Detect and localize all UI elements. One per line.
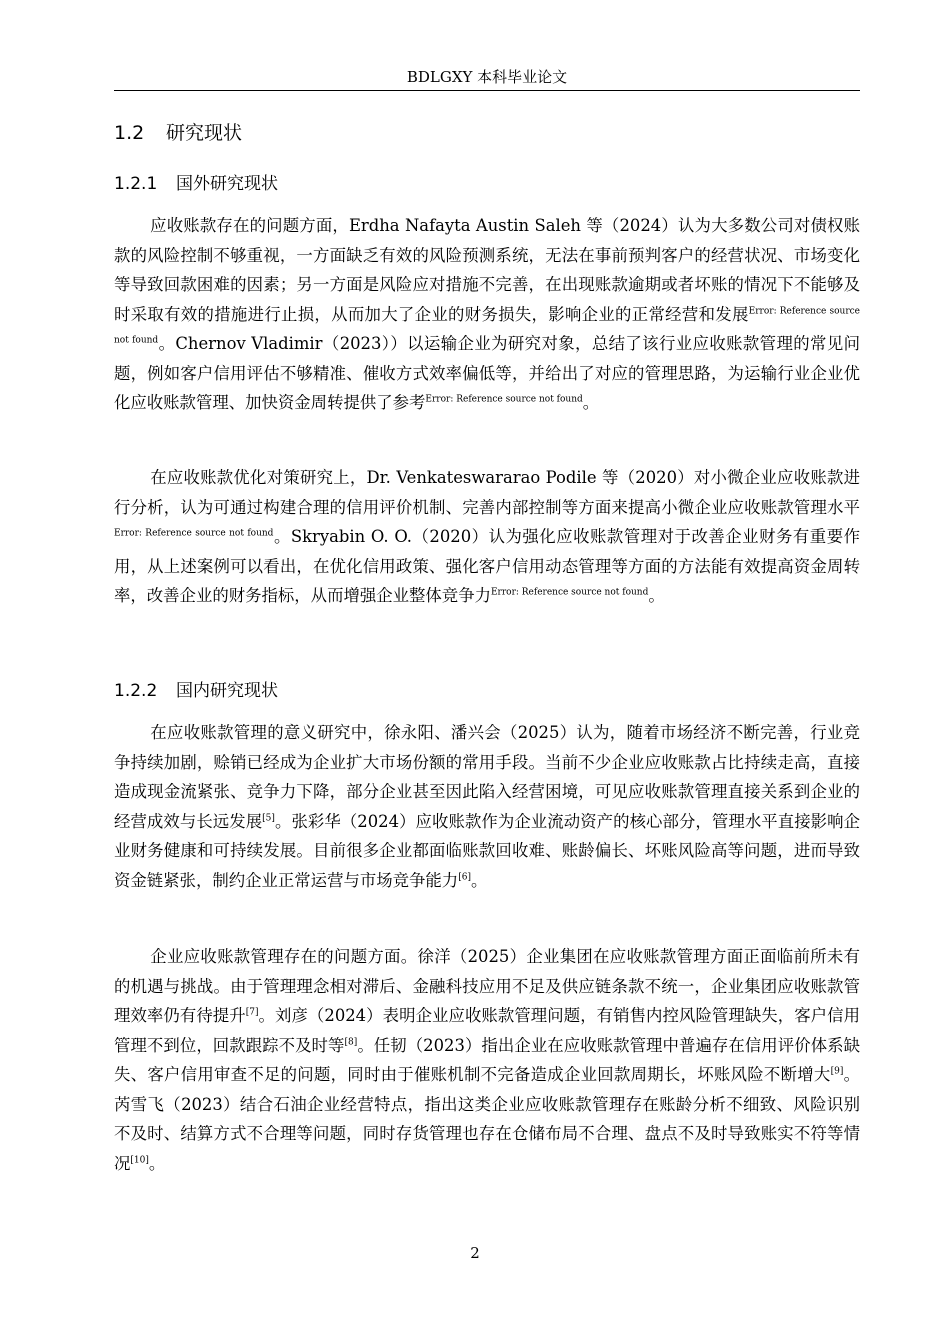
header-title: BDLGXY 本科毕业论文 — [406, 68, 568, 86]
section-heading — [114, 120, 242, 146]
text: 。 — [470, 870, 488, 890]
section-number: 1.2 — [114, 122, 145, 144]
text: 应收账款存在的问题方面，Erdha Nafayta Austin Saleh 等（2024）认为大多数公司对债权账款的风险控制不够重视，一方面缺乏有效的风险预测系统，无法在事前预判客户的经营状况、市场变化等导致回款困难的因素；另一方面是风险应对措施不完善，在出现账款逾期或者坏账的情况下不能够及时采取有效的措施进行止损，从而加大了企业的财务损失，影响企业的正常经营和发展 — [114, 216, 860, 324]
text: 。刘彦（2024）表明企业应收账款管理问题，有销售内控风险管理缺失，客户信用管理不到位，回款跟踪不及时等 — [114, 1006, 861, 1055]
paragraph-1 — [114, 211, 860, 418]
text: 。张彩华（2024）应收账款作为企业流动资产的核心部分，管理水平直接影响企业财务健康和可持续发展。目前很多企业都面临账款回收难、账龄偏长、坏账风险高等问题，进而导致资金链紧张，制约企业正常运营与市场竞争能力 — [114, 811, 860, 890]
subsection-title: 国内研究现状 — [176, 681, 278, 701]
text: 。Chernov Vladimir（2023））以运输企业为研究对象，总结了该行业应收账款管理的常见问题，例如客户信用评估不够精准、催收方式效率偏低等，并给出了对应的管理思路，为运输行业企业优化应收账款管理、加快资金周转提供了参考 — [114, 334, 861, 412]
citation: [9] — [830, 1066, 844, 1077]
section-title: 研究现状 — [166, 122, 243, 144]
subsection-number: 1.2.1 — [114, 174, 158, 194]
text: 。 — [582, 393, 600, 412]
citation: [6] — [458, 872, 471, 883]
text: 。 — [648, 586, 665, 605]
citation: [8] — [344, 1037, 358, 1048]
reference-error: Error: Reference source not found — [425, 394, 583, 405]
text: 。 — [148, 1153, 166, 1173]
page-header — [114, 66, 860, 91]
subsection-heading-foreign — [114, 172, 278, 196]
paragraph-2 — [114, 463, 860, 611]
text: 在应收账款管理的意义研究中，徐永阳、潘兴会（2025）认为，随着市场经济不断完善，行业竞争持续加剧，赊销已经成为企业扩大市场份额的常用手段。当前不少企业应收账款占比持续走高，直接造成现金流紧张、竞争力下降，部分企业甚至因此陷入经营困境，可见应收账款管理直接关系到企业的经营成效与长远发展 — [114, 723, 860, 831]
reference-error: Error: Reference source not found — [114, 306, 860, 346]
subsection-heading-domestic — [114, 679, 278, 703]
text: 。Skryabin O. O.（2020）认为强化应收账款管理对于改善企业财务有重要作用，从上述案例可以看出，在优化信用政策、强化客户信用动态管理等方面的方法能有效提高资金周转率，改善企业的财务指标，从而增强企业整体竞争力 — [114, 527, 861, 605]
citation: [7] — [245, 1007, 259, 1018]
subsection-title: 国外研究现状 — [176, 174, 278, 194]
subsection-number: 1.2.2 — [114, 681, 158, 701]
paragraph-4 — [114, 942, 860, 1178]
paragraph-3 — [114, 718, 860, 895]
text: 。芮雪飞（2023）结合石油企业经营特点，指出这类企业应收账款管理存在账龄分析不细致、风险识别不及时、结算方式不合理等问题，同时存货管理也存在仓储布局不合理、盘点不及时导致账实不符等情况 — [114, 1065, 861, 1173]
citation: [5] — [262, 813, 275, 824]
reference-error: Error: Reference source not found — [490, 587, 649, 598]
text: 。任韧（2023）指出企业在应收账款管理中普遍存在信用评价体系缺失、客户信用审查不足的问题，同时由于催账机制不完备造成企业回款周期长，坏账风险不断增大 — [114, 1035, 861, 1084]
text: 企业应收账款管理存在的问题方面。徐洋（2025）企业集团在应收账款管理方面正面临前所未有的机遇与挑战。由于管理理念相对滞后、金融科技应用不足及供应链条款不统一，企业集团应收账款管理效率仍有待提升 — [114, 947, 860, 1025]
page-number: 2 — [470, 1244, 480, 1262]
reference-error: Error: Reference source not found — [114, 528, 274, 539]
citation: [10] — [130, 1155, 149, 1166]
text: 在应收账款优化对策研究上，Dr. Venkateswararao Podile 等（2020）对小微企业应收账款进行分析，认为可通过构建合理的信用评价机制、完善内部控制等方面来提高小微企业应收账款管理水平 — [114, 468, 860, 517]
